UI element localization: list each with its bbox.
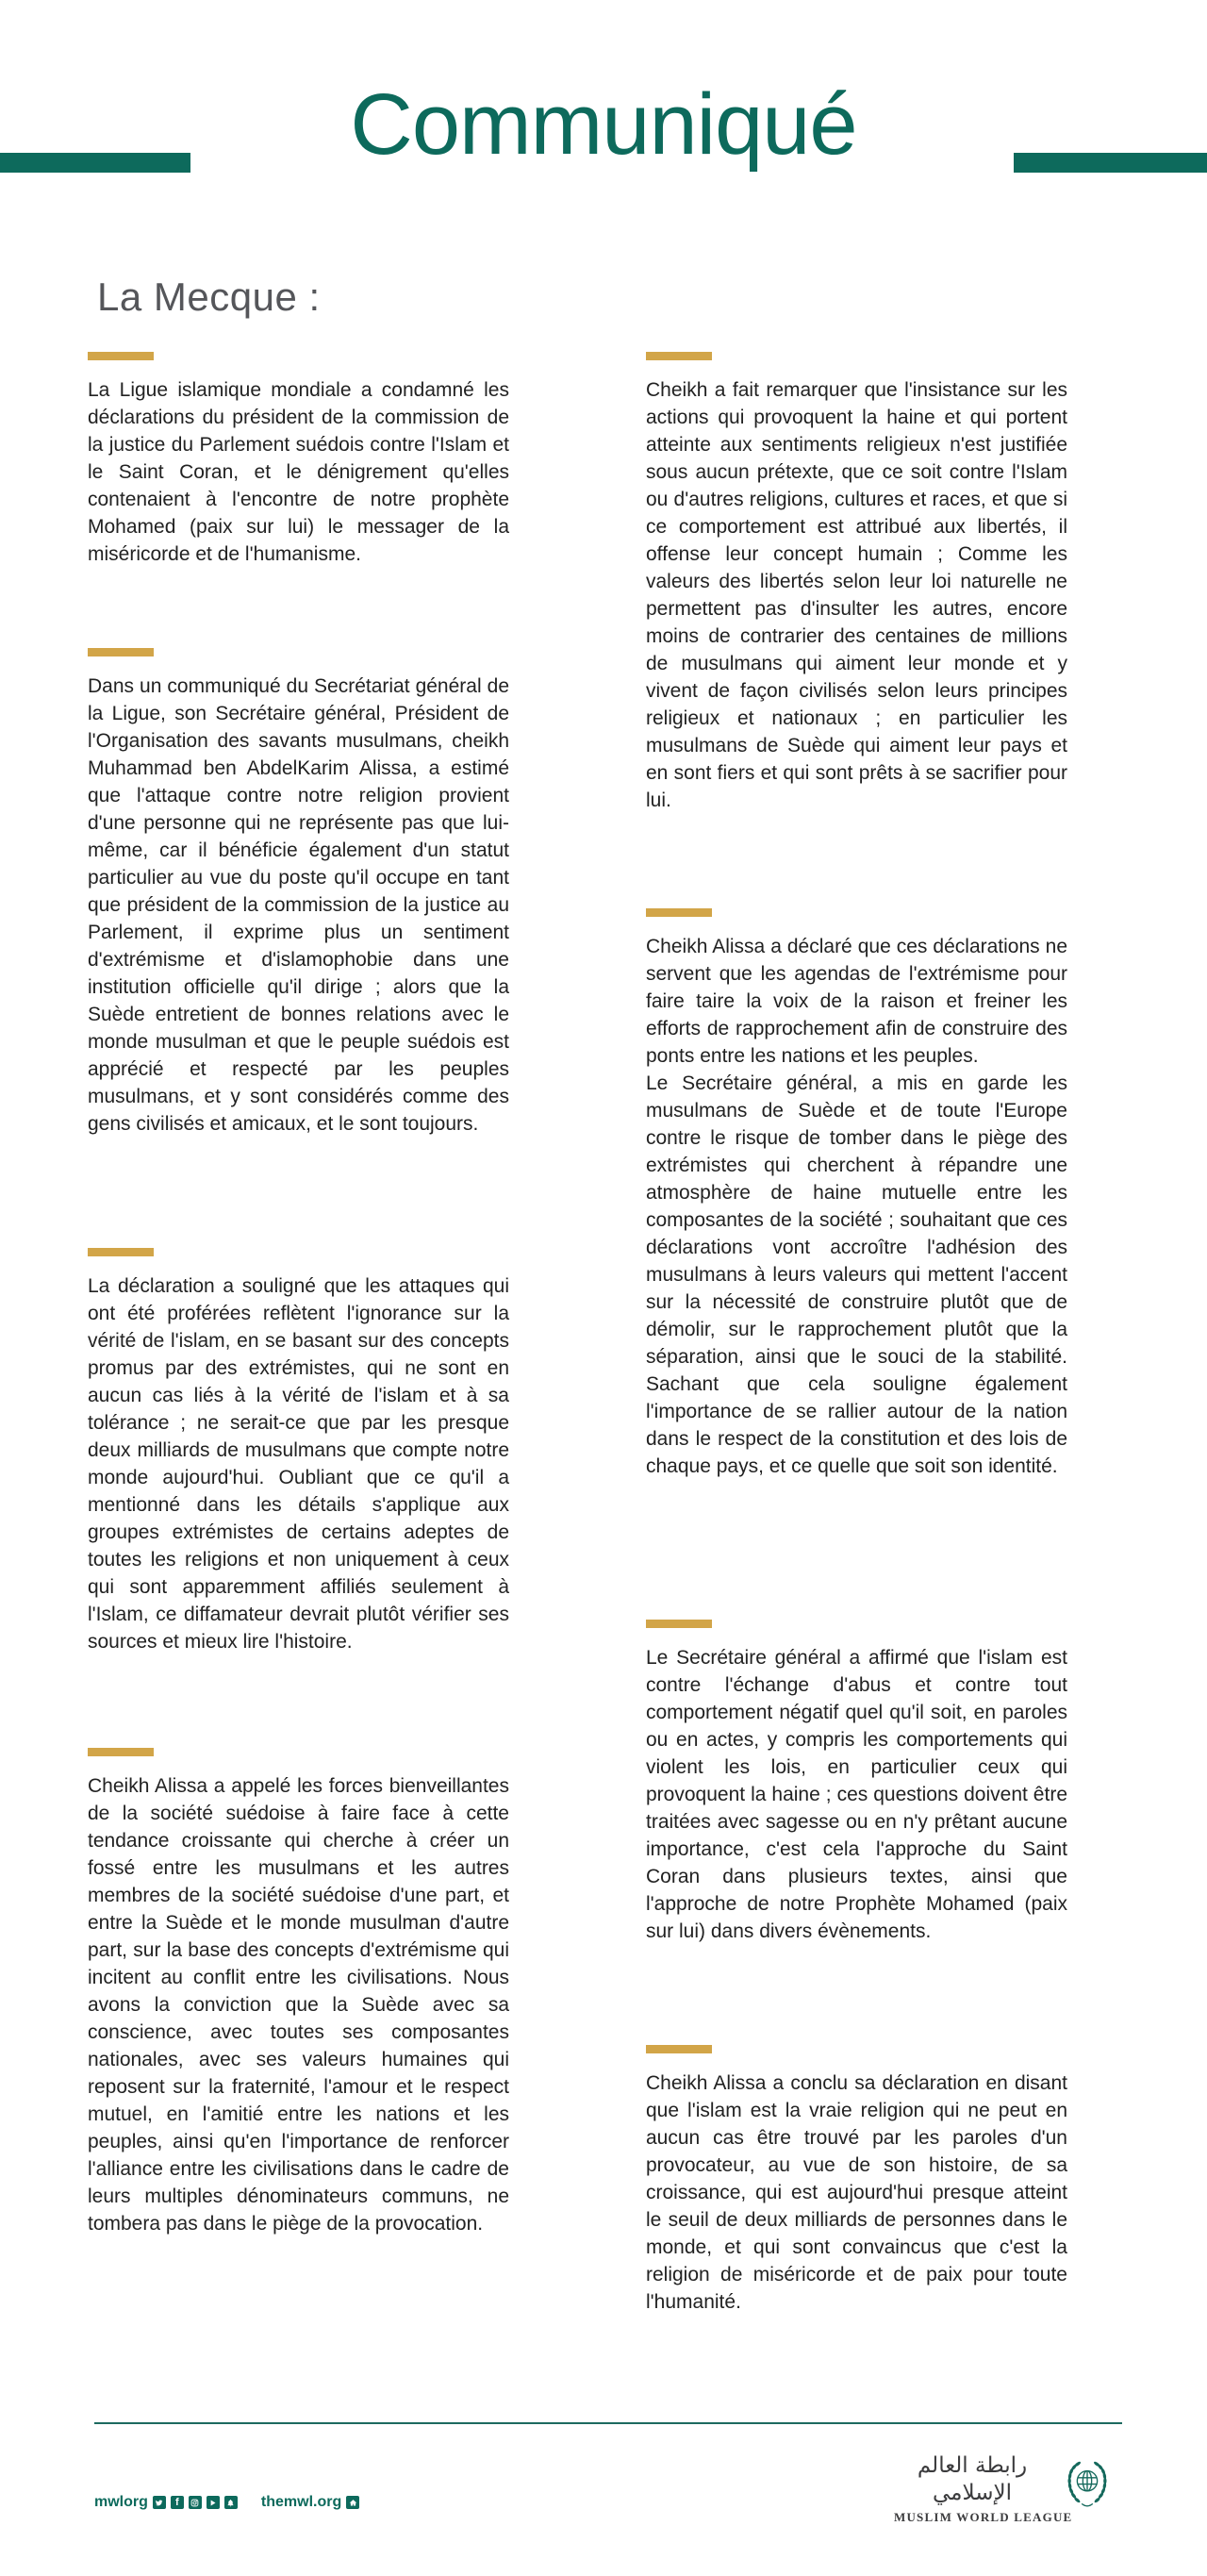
body-paragraph: Cheikh Alissa a conclu sa déclaration en disant que l'islam est la vraie religion qui ne peut en aucun cas être trouvé par les paroles d'un provocateur, au vue de son histoire, de sa croissance, qui est aujourd'hui presque atteint le seuil de deux milliards de personnes dans le monde, et qui sont convaincus que c'est la religion de miséricorde et de paix pour toute l'humanité. (646, 2072, 1067, 2313)
gold-divider (88, 648, 154, 656)
paragraph-block (88, 648, 509, 1138)
instagram-icon[interactable] (189, 2496, 202, 2509)
bell-icon[interactable] (224, 2496, 238, 2509)
gold-divider (88, 1248, 154, 1256)
footer-links (94, 2494, 359, 2511)
page-title: Communiqué (350, 76, 857, 173)
mwl-emblem-icon (1060, 2460, 1115, 2518)
gold-divider (646, 908, 712, 917)
paragraph-block (88, 1248, 509, 1655)
mwl-logo-english: MUSLIM WORLD LEAGUE (894, 2509, 1073, 2524)
body-paragraph: Cheikh Alissa a déclaré que ces déclarations ne servent que les agendas de l'extrémisme pour faire taire la voix de la raison et freiner les efforts de rapprochement afin de construire des ponts entre les nations et les peuples. (646, 936, 1067, 1067)
gold-divider (88, 352, 154, 360)
home-icon[interactable] (346, 2496, 359, 2509)
footer-site-mwlorg[interactable]: mwlorg (94, 2494, 148, 2510)
body-paragraph: Le Secrétaire général, a mis en garde les musulmans de Suède et de toute l'Europe contre le risque de tomber dans le piège des extrémistes qui cherchent à répandre une atmosphère de haine mutuelle entre les composantes de la société ; souhaitant que ces déclarations vont accroître l'adhésion des musulmans à leurs valeurs qui mettent l'accent sur la nécessité de construire plutôt que de démolir, sur le rapprochement plutôt que la séparation, ainsi que le souci de la stabilité. Sachant que cela souligne également l'importance de se rallier autour de la nation dans le respect de la constitution et des lois de chaque pays, et ce quelle que soit son identité. (646, 1072, 1067, 1477)
twitter-icon[interactable] (153, 2496, 166, 2509)
paragraph-block (88, 1748, 509, 2237)
youtube-play-icon[interactable] (207, 2496, 220, 2509)
gold-divider (646, 2045, 712, 2053)
paragraph-block (646, 2045, 1067, 2316)
paragraph-block (88, 352, 509, 568)
paragraph-block (646, 908, 1067, 1480)
body-paragraph: La déclaration a souligné que les attaques qui ont été proférées reflètent l'ignorance sur la vérité de l'islam, en se basant sur des concepts promus par des extrémistes, qui ne sont en aucun cas liés à la vérité de l'islam et à sa tolérance ; ne serait-ce que par les presque deux milliards de musulmans que compte notre monde aujourd'hui. Oubliant que ce qu'il a mentionné dans les détails s'applique aux groupes extrémistes de certains adeptes de toutes les religions et non uniquement à ceux qui sont apparemment affiliés seulement à l'Islam, ce diffamateur devrait plutôt vérifier ses sources et mieux lire l'histoire. (88, 1275, 509, 1653)
footer-divider (94, 2422, 1122, 2424)
body-paragraph: La Ligue islamique mondiale a condamné les déclarations du président de la commission de la justice du Parlement suédois contre l'Islam et le Saint Coran, et le dénigrement qu'elles contenaient à l'encontre de notre prophète Mohamed (paix sur lui) le messager de la miséricorde et de l'humanisme. (88, 379, 509, 565)
body-paragraph: Dans un communiqué du Secrétariat général de la Ligue, son Secrétaire général, Président de l'Organisation des savants musulmans, cheikh Muhammad ben AbdelKarim Alissa, a estimé que l'attaque contre notre religion provient d'une personne qui ne représente pas que lui-même, car il bénéficie également d'un statut particulier au vue du poste qu'il occupe en tant que président de la commission de la justice au Parlement, il exprime plus un sentiment d'extrémisme et d'islamophobie dans une institution officielle qu'il dirige ; alors que la Suède entretient de bonnes relations avec le monde musulman et que le peuple suédois est apprécié et respecté par les peuples musulmans, et y sont considérés comme des gens civilisés et amicaux, et le sont toujours. (88, 675, 509, 1135)
mwl-logo-text (894, 2452, 1073, 2525)
paragraph-block (646, 1620, 1067, 1945)
location-heading: La Mecque : (97, 274, 321, 319)
facebook-icon[interactable]: f (171, 2496, 184, 2509)
gold-divider (646, 1620, 712, 1628)
gold-divider (646, 352, 712, 360)
body-paragraph: Le Secrétaire général a affirmé que l'islam est contre l'échange d'abus et contre tout comportement négatif quel qu'il soit, en paroles ou en actes, y compris les comportements qui violent les lois, en particulier ceux qui provoquent la haine ; ces questions doivent être traitées avec sagesse ou en n'y prêtant aucune importance, c'est cela l'approche du Saint Coran dans plusieurs textes, ainsi que l'approche de notre Prophète Mohamed (paix sur lui) dans divers évènements. (646, 1647, 1067, 1942)
footer-site-themwl[interactable]: themwl.org (260, 2494, 342, 2510)
paragraph-block (646, 352, 1067, 814)
gold-divider (88, 1748, 154, 1756)
mwl-logo (894, 2452, 1115, 2525)
body-paragraph: Cheikh Alissa a appelé les forces bienveillantes de la société suédoise à faire face à cette tendance croissante qui cherche à créer un fossé entre les musulmans et les autres membres de la société suédoise d'une part, et entre la Suède et le monde musulman d'autre part, sur la base des concepts d'extrémisme qui incitent au conflit entre les civilisations. Nous avons la conviction que la Suède avec sa conscience, avec toutes ses composantes nationales, avec ses valeurs humaines qui reposent sur la fraternité, l'amour et le respect mutuel, en l'amitié entre les nations et les peuples, ainsi qu'en l'importance de renforcer l'alliance entre les civilisations dans le cadre de leurs multiples dénominateurs communs, ne tombera pas dans le piège de la provocation. (88, 1775, 509, 2235)
mwl-logo-arabic: رابطة العالم الإسلامي (917, 2453, 1028, 2505)
body-paragraph: Cheikh a fait remarquer que l'insistance sur les actions qui provoquent la haine et qui portent atteinte aux sentiments religieux n'est justifiée sous aucun prétexte, que ce soit contre l'Islam ou d'autres religions, cultures et races, et que si ce comportement est attribué aux libertés, il offense leur concept humain ; Comme les valeurs des libertés selon leur loi naturelle ne permettent pas d'insulter les autres, encore moins de contrarier des centaines de millions de musulmans qui aiment leur monde et y vivent de façon civilisés selon leurs principes religieux et nationaux ; en particulier les musulmans de Suède qui aiment leur pays et en sont fiers et qui sont prêts à se sacrifier pour lui. (646, 379, 1067, 811)
